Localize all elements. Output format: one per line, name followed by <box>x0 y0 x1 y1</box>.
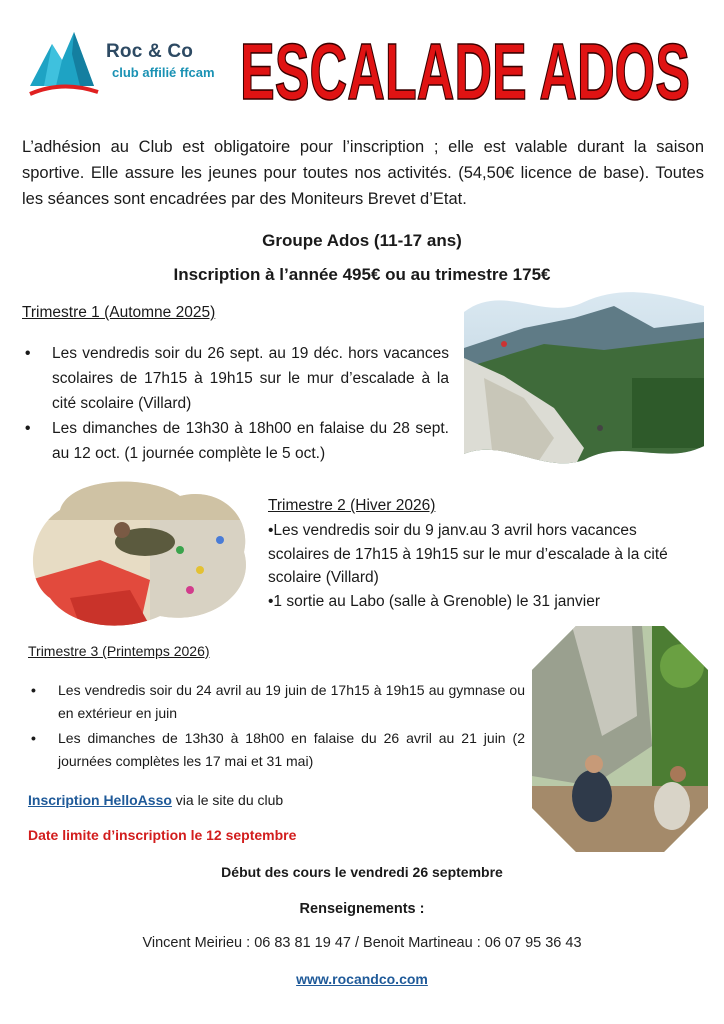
cliff-climbing-photo <box>464 288 704 468</box>
list-item: •1 sortie au Labo (salle à Grenoble) le 31 janvier <box>268 592 600 610</box>
outdoor-group-photo <box>532 626 708 852</box>
registration-suffix: via le site du club <box>171 792 284 808</box>
logo-subtitle: club affilié ffcam <box>112 65 215 80</box>
list-item: • Les vendredis soir du 24 avril au 19 juin de 17h15 à 19h15 au gymnase ou en extérieur en juin <box>28 679 525 725</box>
list-item: • Les vendredis soir du 26 sept. au 19 déc. hors vacances scolaires de 17h15 à 19h15 sur le mur d’escalade à la cité scolaire (Villard) <box>22 341 449 416</box>
intro-paragraph: L’adhésion au Club est obligatoire pour l’inscription ; elle est valable durant la saison sportive. Elle assure les jeunes pour toutes nos activités. (54,50€ licence de base). Toutes les séances sont encadrées par des Moniteurs Brevet d’Etat. <box>22 138 704 208</box>
info-title: Renseignements : <box>299 901 425 917</box>
list-item: •Les vendredis soir du 9 janv.au 3 avril hors vacances scolaires de 17h15 à 19h15 sur le mur d’escalade à la cité scolaire (Villard) <box>268 522 668 586</box>
website-link[interactable]: www.rocandco.com <box>296 971 428 987</box>
trimestre-1-heading: Trimestre 1 (Automne 2025) <box>22 304 216 321</box>
group-title: Groupe Ados (11-17 ans) <box>262 231 462 250</box>
page-title-text: ESCALADE ADOS <box>240 33 690 107</box>
trimestre-2-heading: Trimestre 2 (Hiver 2026) <box>268 497 436 514</box>
registration-line <box>28 792 283 808</box>
price-line: Inscription à l’année 495€ ou au trimestre 175€ <box>173 265 551 284</box>
list-item: • Les dimanches de 13h30 à 18h00 en falaise du 26 avril au 21 juin (2 journées complètes les 17 mai et 31 mai) <box>28 727 525 773</box>
trimestre-2-list <box>268 519 698 613</box>
logo-name: Roc & Co <box>106 41 194 62</box>
deadline-text: Date limite d’inscription le 12 septembre <box>28 827 297 843</box>
start-date: Début des cours le vendredi 26 septembre <box>221 864 503 880</box>
indoor-climbing-photo <box>30 480 250 626</box>
trimestre-3-list <box>28 679 525 775</box>
helloasso-link[interactable]: Inscription HelloAsso <box>28 792 172 808</box>
mountain-logo-icon <box>28 24 108 100</box>
trimestre-1-list <box>22 341 449 466</box>
contacts-line: Vincent Meirieu : 06 83 81 19 47 / Benoit Martineau : 06 07 95 36 43 <box>142 935 582 951</box>
trimestre-3-heading: Trimestre 3 (Printemps 2026) <box>28 643 210 659</box>
page-title <box>236 33 694 107</box>
list-item: • Les dimanches de 13h30 à 18h00 en falaise du 28 sept. au 12 oct. (1 journée complète le 5 oct.) <box>22 416 449 466</box>
